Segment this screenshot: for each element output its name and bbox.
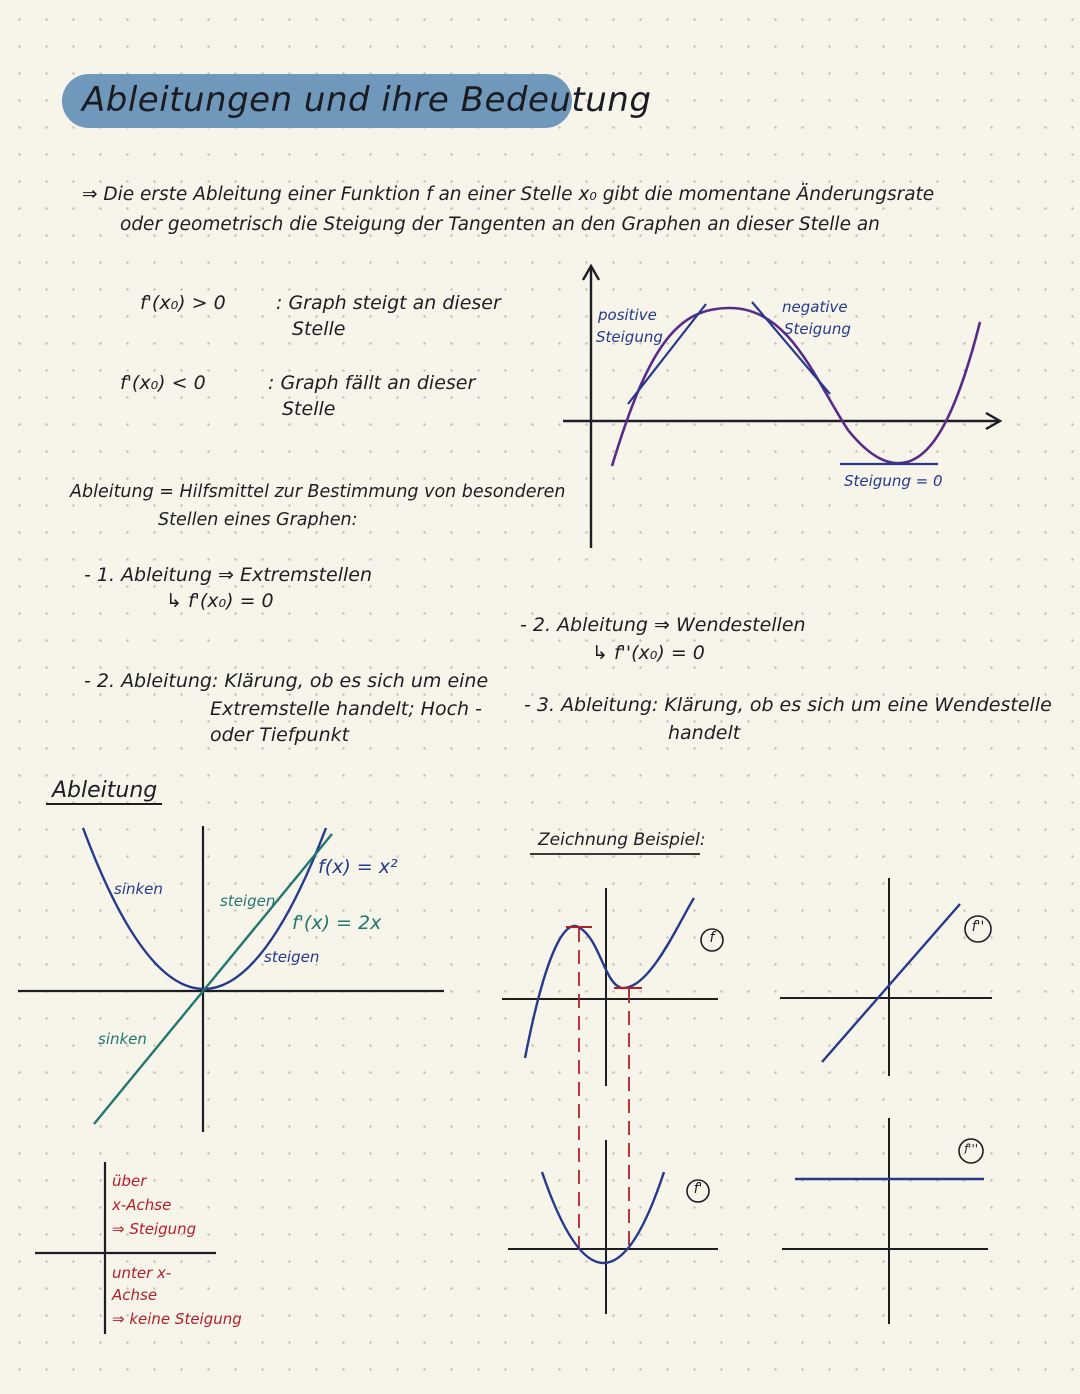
condition-negative-desc-2: Stelle: [282, 398, 336, 420]
condition-negative-desc: : Graph fällt an dieser: [268, 372, 476, 394]
negative-slope-label-1: negative: [782, 298, 848, 316]
item-first-derivative: - 1. Ableitung ⇒ Extremstellen: [84, 564, 372, 586]
item-second-left-2: Extremstelle handelt; Hoch -: [210, 698, 482, 720]
axis-note-above-1: über: [112, 1172, 147, 1190]
f-panel-label: f: [709, 930, 715, 946]
helper-line-1: Ableitung = Hilfsmittel zur Bestimmung von besonderen: [70, 482, 566, 502]
derivative-heading: Ableitung: [52, 778, 158, 803]
condition-positive-expr: f'(x₀) > 0: [140, 292, 226, 314]
f2-panel-label: f'': [971, 919, 985, 935]
item-third-1: - 3. Ableitung: Klärung, ob es sich um eine Wendestelle: [524, 694, 1052, 716]
condition-positive-desc-2: Stelle: [292, 318, 346, 340]
positive-slope-label-2: Steigung: [596, 328, 663, 346]
f-label: f(x) = x²: [318, 856, 398, 878]
arrow-icon: ⇒: [82, 184, 98, 205]
condition-negative-expr: f'(x₀) < 0: [120, 372, 206, 394]
sinken-top-label: sinken: [114, 880, 163, 898]
item-second-right: - 2. Ableitung ⇒ Wendestellen: [520, 614, 806, 636]
item-first-derivative-sub: ↳ f'(x₀) = 0: [166, 590, 274, 612]
page-title: Ableitungen und ihre Bedeutung: [82, 80, 652, 120]
zero-slope-label: Steigung = 0: [844, 472, 943, 490]
helper-line-2: Stellen eines Graphen:: [158, 510, 358, 530]
intro-line-2: oder geometrisch die Steigung der Tangenten an den Graphen an dieser Stelle an: [120, 214, 880, 235]
axis-note-below-2: Achse: [112, 1286, 158, 1304]
intro-line-1: ⇒ Die erste Ableitung einer Funktion f an einer Stelle x₀ gibt die momentane Änderungsrate: [82, 184, 935, 205]
fprime-label: f'(x) = 2x: [292, 912, 382, 934]
item-second-left-1: - 2. Ableitung: Klärung, ob es sich um eine: [84, 670, 489, 692]
condition-positive-desc: : Graph steigt an dieser: [276, 292, 501, 314]
axis-note-above-2: x-Achse: [112, 1196, 172, 1214]
axis-note-below-1: unter x-: [112, 1264, 172, 1282]
negative-slope-label-2: Steigung: [784, 320, 851, 338]
item-second-right-sub: ↳ f''(x₀) = 0: [592, 642, 705, 664]
positive-slope-label-1: positive: [598, 306, 657, 324]
axis-note-below-3: ⇒ keine Steigung: [112, 1310, 242, 1328]
steigen-mid-label: steigen: [264, 948, 320, 966]
item-second-left-3: oder Tiefpunkt: [210, 724, 350, 746]
sinken-bottom-label: sinken: [98, 1030, 147, 1048]
f3-panel-label: f''': [963, 1142, 979, 1156]
f1-panel-label: f': [693, 1181, 703, 1197]
f-curve: [525, 898, 694, 1058]
f2-line: [822, 904, 960, 1062]
example-heading: Zeichnung Beispiel:: [538, 830, 706, 850]
item-third-2: handelt: [668, 722, 741, 744]
steigen-top-label: steigen: [220, 892, 276, 910]
axis-note-above-3: ⇒ Steigung: [112, 1220, 197, 1238]
